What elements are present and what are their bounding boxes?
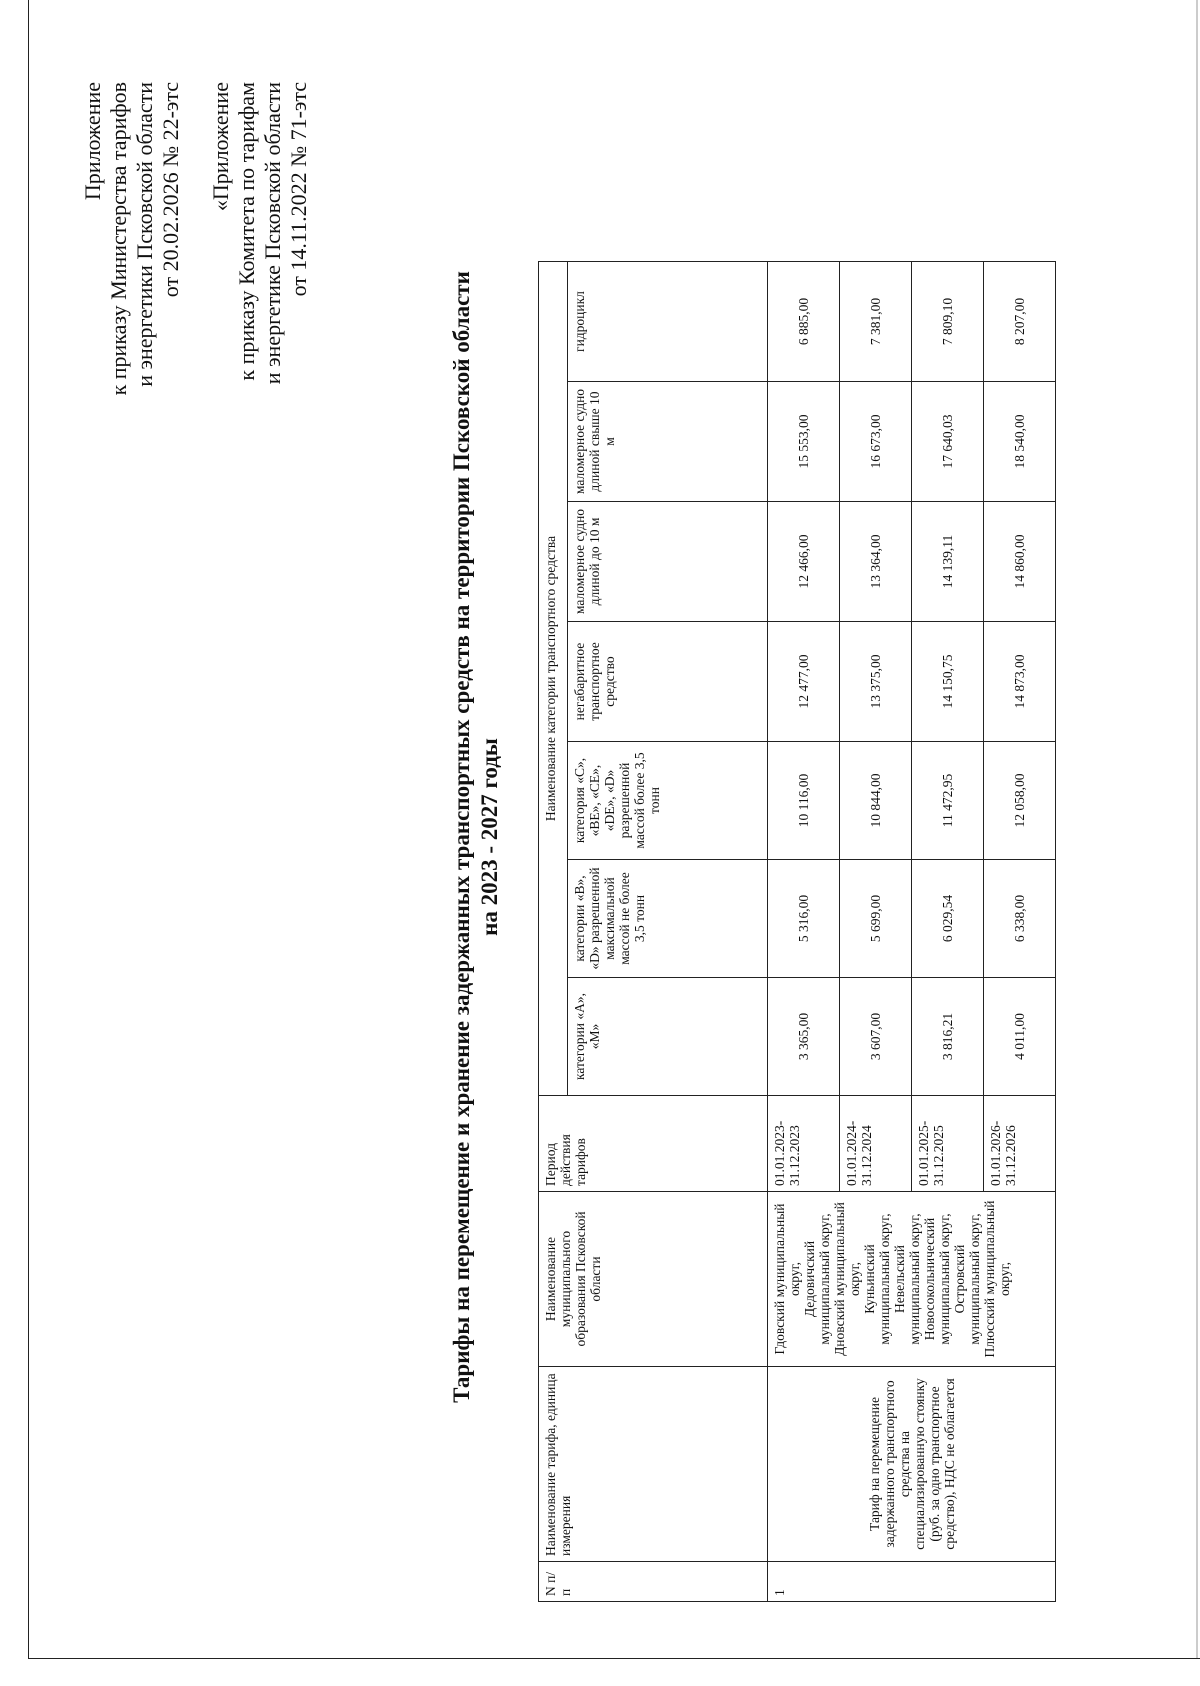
value-cell: 10 844,00 [840,742,912,860]
value-cell: 14 150,75 [912,622,984,742]
rotated-document-page [10,12,1180,1672]
value-cell: 5 316,00 [768,860,840,978]
appendix-line: и энергетике Псковской области [260,82,285,385]
header-municipality: Наименование муниципального образования Псковской области [539,1192,768,1367]
header-category: категория «С», «ВЕ», «СЕ», «DЕ», «D» разрешенной массой более 3,5 тонн [568,742,768,860]
appendix-current-block [80,82,184,702]
row-number: 1 [768,1562,1056,1602]
header-category: категории «В», «D» разрешенной максимальной массой не более 3,5 тонн [568,860,768,978]
municipality-item: Дедовичский муниципальный округ, [802,1213,832,1345]
municipality-item: Новосокольнический муниципальный округ, [922,1213,952,1345]
appendix-line: от 20.02.2026 № 22-этс [158,82,183,298]
value-cell: 14 139,11 [912,502,984,622]
header-category: негабаритное транспортное средство [568,622,768,742]
value-cell: 13 375,00 [840,622,912,742]
appendix-line: к приказу Министерства тарифов [106,82,131,396]
value-cell: 3 607,00 [840,978,912,1096]
municipality-item: Куньинский муниципальный округ, [862,1213,892,1345]
municipality-item: Островский муниципальный округ, [952,1213,982,1345]
municipality-item: Невельский муниципальный округ, [892,1213,922,1345]
period-cell: 01.01.2026-31.12.2026 [984,1096,1056,1192]
period-cell: 01.01.2025-31.12.2025 [912,1096,984,1192]
header-category: гидроцикл [568,262,768,382]
value-cell: 6 029,54 [912,860,984,978]
value-cell: 6 885,00 [768,262,840,382]
value-cell: 14 873,00 [984,622,1056,742]
tariff-name-cell: Тариф на перемещение задержанного транспортного средства на специализированную стоянку (руб. за одно транспортное средство), НДС не облагается [768,1367,1056,1562]
header-tariff-name: Наименование тарифа, единица измерения [539,1367,768,1562]
tariff-table [538,261,1056,1602]
municipality-list [768,1192,1056,1367]
value-cell: 5 699,00 [840,860,912,978]
value-cell: 18 540,00 [984,382,1056,502]
value-cell: 16 673,00 [840,382,912,502]
header-period: Период действия тарифов [539,1096,768,1192]
document-title-line: на 2023 - 2027 годы [477,738,502,936]
value-cell: 13 364,00 [840,502,912,622]
table-row [768,262,840,1602]
header-num: N п/п [539,1562,768,1602]
value-cell: 8 207,00 [984,262,1056,382]
value-cell: 3 816,21 [912,978,984,1096]
period-cell: 01.01.2023-31.12.2023 [768,1096,840,1192]
header-row [539,262,568,1602]
header-category-group: Наименование категории транспортного средства [539,262,568,1096]
appendix-title: «Приложение [208,82,233,212]
value-cell: 17 640,03 [912,382,984,502]
value-cell: 12 058,00 [984,742,1056,860]
header-category: маломерное судно длиной до 10 м [568,502,768,622]
value-cell: 14 860,00 [984,502,1056,622]
value-cell: 3 365,00 [768,978,840,1096]
value-cell: 12 466,00 [768,502,840,622]
municipality-item: Плюсский муниципальный округ, [982,1200,1012,1358]
appendix-line: и энергетики Псковской области [132,82,157,387]
value-cell: 12 477,00 [768,622,840,742]
appendix-line: к приказу Комитета по тарифам [234,82,259,381]
value-cell: 6 338,00 [984,860,1056,978]
municipality-item: Дновский муниципальный округ, [832,1202,862,1356]
value-cell: 4 011,00 [984,978,1056,1096]
value-cell: 7 809,10 [912,262,984,382]
appendix-original-block [208,82,312,702]
value-cell: 11 472,95 [912,742,984,860]
header-category: маломерное судно длиной свыше 10 м [568,382,768,502]
document-title-line: Тарифы на перемещение и хранение задержанных транспортных средств на территории Псковской области [449,271,474,1403]
document-title [448,72,504,1602]
period-cell: 01.01.2024-31.12.2024 [840,1096,912,1192]
value-cell: 15 553,00 [768,382,840,502]
value-cell: 7 381,00 [840,262,912,382]
appendix-title: Приложение [80,82,105,201]
value-cell: 10 116,00 [768,742,840,860]
municipality-item: Гдовский муниципальный округ, [772,1203,802,1355]
header-category: категории «А», «М» [568,978,768,1096]
scan-edge-right [1196,0,1198,1658]
appendix-line: от 14.11.2022 № 71-этс [286,82,311,297]
